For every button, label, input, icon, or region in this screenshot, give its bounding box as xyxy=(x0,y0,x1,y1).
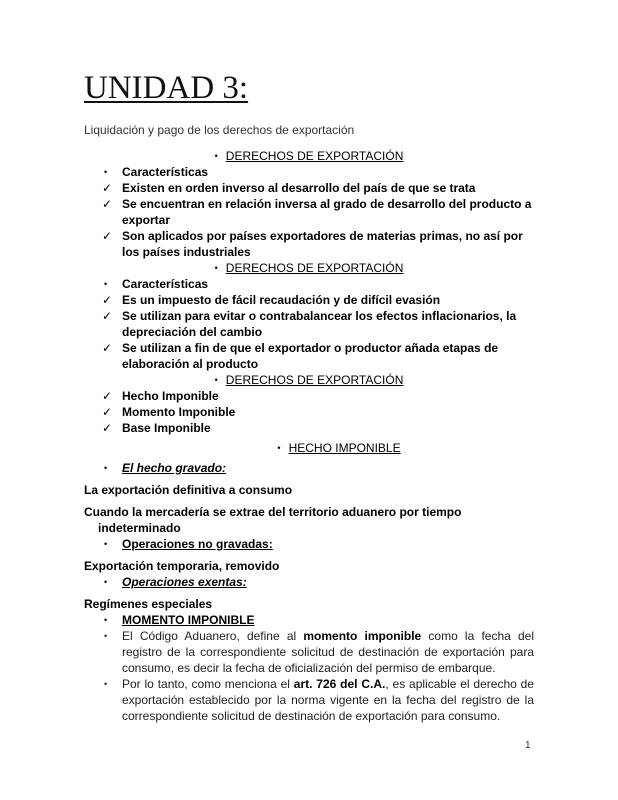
list-item: ✓ Son aplicados por países exportadores de materias primas, no así por los países industriales xyxy=(102,229,523,259)
bullet-icon: • xyxy=(214,151,218,161)
content-body xyxy=(84,148,534,724)
paragraph: • Por lo tanto, como menciona el art. 726 del C.A., es aplicable el derecho de exportación establecido por la norma vigente en la fecha del registro de la correspondiente solicitud de destinación de exportación para consumo. xyxy=(104,677,534,723)
paragraph: • El Código Aduanero, define al momento imponible como la fecha del registro de la correspondiente solicitud de destinación de exportación para consumo, es decir la fecha de oficialización del permiso de embarque. xyxy=(104,629,535,675)
checkmark-icon: ✓ xyxy=(102,197,113,211)
bullet-icon: • xyxy=(104,631,108,641)
bullet-icon: • xyxy=(104,679,108,689)
bullet-icon: • xyxy=(104,463,108,473)
list-item: • MOMENTO IMPONIBLE xyxy=(104,613,255,627)
bullet-icon: • xyxy=(277,443,281,453)
list-item: ✓ Existen en orden inverso al desarrollo del país de que se trata xyxy=(102,181,476,195)
list-item: ✓ Base Imponible xyxy=(102,421,211,435)
bullet-icon: • xyxy=(214,263,218,273)
page-subtitle: Liquidación y pago de los derechos de exportación xyxy=(84,123,355,137)
checkmark-icon: ✓ xyxy=(102,229,113,243)
text-line: La exportación definitiva a consumo xyxy=(84,483,293,497)
bullet-icon: • xyxy=(104,577,108,587)
checkmark-icon: ✓ xyxy=(102,421,113,435)
list-item: • El hecho gravado: xyxy=(104,461,227,475)
bullet-icon: • xyxy=(104,167,108,177)
bullet-icon: • xyxy=(104,279,108,289)
text-line: Regímenes especiales xyxy=(84,597,213,611)
section-heading: • DERECHOS DE EXPORTACIÓN xyxy=(214,373,404,387)
bullet-icon: • xyxy=(104,615,108,625)
list-item: ✓ Es un impuesto de fácil recaudación y de difícil evasión xyxy=(102,293,441,307)
bullet-icon: • xyxy=(214,375,218,385)
list-item: • Operaciones no gravadas: xyxy=(104,537,273,551)
list-item: ✓ Hecho Imponible xyxy=(102,389,219,403)
section-heading: • HECHO IMPONIBLE xyxy=(277,441,401,455)
list-item: • Características xyxy=(104,277,209,291)
list-item: • Operaciones exentas: xyxy=(104,575,247,589)
checkmark-icon: ✓ xyxy=(102,389,113,403)
page-title: UNIDAD 3: xyxy=(84,70,249,106)
section-heading: • DERECHOS DE EXPORTACIÓN xyxy=(214,261,404,275)
checkmark-icon: ✓ xyxy=(102,341,113,355)
bullet-icon: • xyxy=(104,539,108,549)
section-heading: • DERECHOS DE EXPORTACIÓN xyxy=(214,149,404,163)
text-line: Exportación temporaria, removido xyxy=(84,559,280,573)
page-number: 1 xyxy=(525,740,531,751)
list-item: ✓ Momento Imponible xyxy=(102,405,236,419)
list-item: • Características xyxy=(104,165,209,179)
checkmark-icon: ✓ xyxy=(102,181,113,195)
list-item: ✓ Se utilizan para evitar o contrabalancear los efectos inflacionarios, la depreciación del cambio xyxy=(102,309,517,339)
text-line: Cuando la mercadería se extrae del territorio aduanero por tiempo indeterminado xyxy=(84,505,462,535)
list-item: ✓ Se encuentran en relación inversa al grado de desarrollo del producto a exportar xyxy=(102,197,532,227)
checkmark-icon: ✓ xyxy=(102,293,113,307)
list-item: ✓ Se utilizan a fin de que el exportador o productor añada etapas de elaboración al producto xyxy=(102,341,499,371)
checkmark-icon: ✓ xyxy=(102,405,113,419)
checkmark-icon: ✓ xyxy=(102,309,113,323)
